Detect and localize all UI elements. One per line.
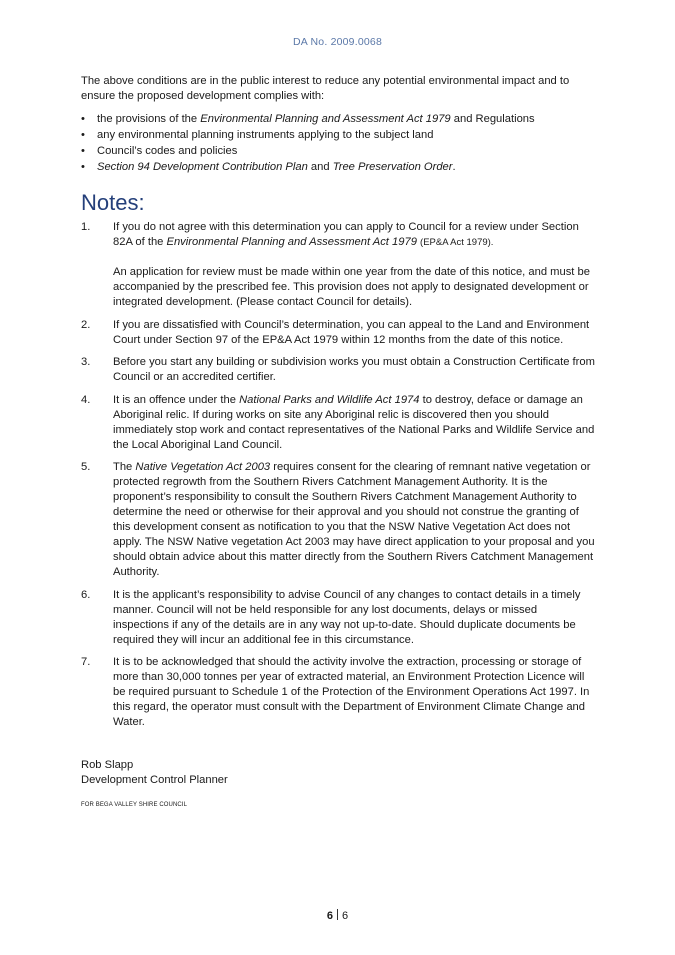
note-text: If you are dissatisfied with Council’s determination, you can appeal to the Land and Environment Court under Section 97 of the EP&A Act 1979 within 12 months from the date of this notice.	[113, 318, 590, 346]
note-item	[81, 220, 596, 310]
notes-heading: Notes:	[81, 190, 145, 215]
list-item: • the provisions of the Environmental Planning and Assessment Act 1979 and Regulations	[81, 113, 535, 125]
note-number: 5.	[81, 461, 91, 473]
signatory-organisation: FOR BEGA VALLEY SHIRE COUNCIL	[81, 802, 188, 808]
note-text: It is an offence under the National Parks and Wildlife Act 1974 to destroy, deface or damage an Aboriginal relic. If during works on site any Aboriginal relic is discovered then you should immediately stop work and contact representatives of the National Parks and Wildlife Service and the Local Aboriginal Land Council.	[113, 393, 595, 451]
list-item: • Council’s codes and policies	[81, 145, 238, 157]
note-item	[81, 460, 596, 580]
list-item: • any environmental planning instruments applying to the subject land	[81, 129, 434, 141]
note-text: It is to be acknowledged that should the activity involve the extraction, processing or storage of more than 30,000 tonnes per year of extracted material, an Environment Protection Licence will be required pursuant to Schedule 1 of the Protection of the Environment Operations Act 1997. In this regard, the operator must consult with the Department of Environment Climate Change and Water.	[113, 656, 590, 728]
note-number: 1.	[81, 221, 91, 233]
note-text: The Native Vegetation Act 2003 requires consent for the clearing of remnant native vegetation or protected regrowth from the Southern Rivers Catchment Management Authority. It is the proponent’s responsibility to consult the Southern Rivers Catchment Management Authority to determine the need or otherwise for their approval and you should not construe the granting of this development consent as notification to you that the NSW Native Vegetation Act does not apply. The NSW Native vegetation Act 2003 may have direct application to your proposal and you should obtain advice about this matter directly from the Southern Rivers Catchment Management Authority.	[113, 461, 595, 578]
total-pages: 6	[342, 910, 349, 922]
page-separator	[337, 909, 338, 920]
note-text: An application for review must be made within one year from the date of this notice, and must be accompanied by the prescribed fee. This provision does not apply to designated development or integrated development. (Please contact Council for details).	[113, 266, 590, 308]
bullet-icon: •	[81, 145, 85, 157]
compliance-list	[81, 111, 596, 175]
list-item: • Section 94 Development Contribution Plan and Tree Preservation Order.	[81, 161, 456, 173]
note-number: 6.	[81, 588, 91, 601]
note-item	[81, 355, 596, 385]
note-number: 2.	[81, 318, 91, 331]
signatory-title: Development Control Planner	[81, 774, 228, 786]
current-page: 6	[326, 910, 333, 922]
note-text: It is the applicant’s responsibility to advise Council of any changes to contact details in a timely manner. Council will not be held responsible for any lost documents, delays or missed inspections if any of the details are in any way not up-to-date. Should duplicate documents be required they will incur an additional fee in this circumstance.	[113, 588, 581, 646]
intro-paragraph: The above conditions are in the public interest to reduce any potential environmental impact and to ensure the proposed development complies with:	[81, 75, 570, 102]
bullet-icon: •	[81, 129, 85, 141]
bullet-icon: •	[81, 161, 85, 173]
bullet-icon: •	[81, 113, 85, 125]
note-text: Before you start any building or subdivision works you must obtain a Construction Certificate from Council or an accredited certifier.	[113, 356, 595, 383]
note-item	[81, 393, 596, 453]
note-item	[81, 588, 596, 648]
note-item	[81, 655, 596, 730]
notes-list	[81, 220, 596, 730]
note-number: 4.	[81, 393, 91, 406]
note-number: 7.	[81, 656, 91, 668]
signature-block	[81, 758, 596, 813]
note-item	[81, 318, 596, 348]
signatory-name: Rob Slapp	[81, 759, 134, 771]
da-number: DA No. 2009.0068	[292, 36, 382, 48]
page-number	[0, 909, 675, 922]
page-content	[81, 74, 596, 813]
note-text: If you do not agree with this determination you can apply to Council for a review under Section 82A of the Environmental Planning and Assessment Act 1979 (EP&A Act 1979).	[113, 221, 579, 248]
note-number: 3.	[81, 356, 91, 368]
